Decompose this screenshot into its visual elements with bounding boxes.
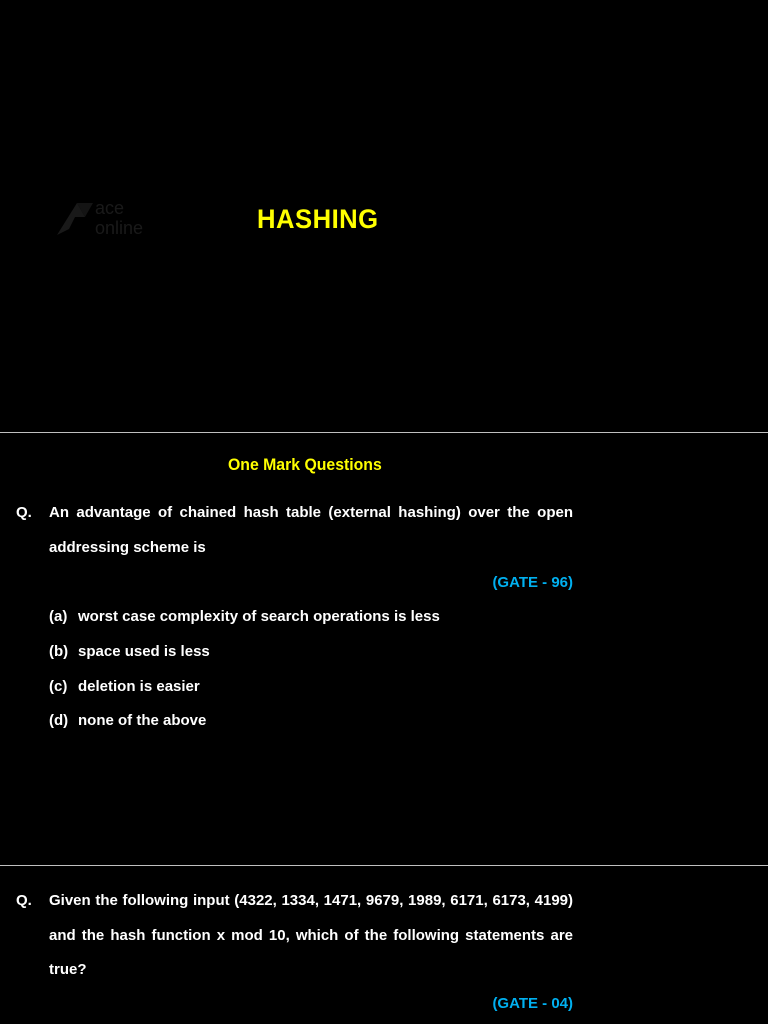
watermark-line-1: ace	[95, 198, 125, 218]
page-title: HASHING	[257, 204, 379, 234]
option-letter: (a)	[49, 608, 68, 625]
option-d	[49, 712, 206, 729]
ace-online-watermark-logo	[55, 195, 195, 243]
title-slide	[0, 0, 768, 432]
option-letter: (c)	[49, 678, 68, 695]
option-letter: (b)	[49, 643, 69, 660]
option-a	[49, 608, 440, 625]
question-text: Given the following input (4322, 1334, 1471, 9679, 1989, 6171, 6173, 4199) and the hash function x mod 10, which of the following statements are true?	[49, 892, 573, 978]
logo-arrow-icon	[55, 195, 95, 243]
section-heading: One Mark Questions	[228, 455, 382, 474]
option-letter: (d)	[49, 712, 69, 729]
option-b	[49, 643, 210, 660]
question-text: An advantage of chained hash table (external hashing) over the open addressing scheme is	[49, 504, 573, 556]
option-text: worst case complexity of search operations is less	[78, 608, 440, 625]
question-slide-1	[0, 433, 768, 865]
question-marker: Q.	[16, 504, 32, 521]
option-c	[49, 678, 200, 695]
option-text: space used is less	[78, 643, 210, 660]
question-marker: Q.	[16, 892, 32, 909]
option-text: deletion is easier	[78, 678, 200, 695]
exam-reference-tag: (GATE - 96)	[492, 574, 573, 591]
exam-reference-tag: (GATE - 04)	[492, 995, 573, 1012]
question-slide-2	[0, 866, 768, 1024]
option-text: none of the above	[78, 712, 207, 729]
watermark-line-2: online	[95, 218, 144, 238]
